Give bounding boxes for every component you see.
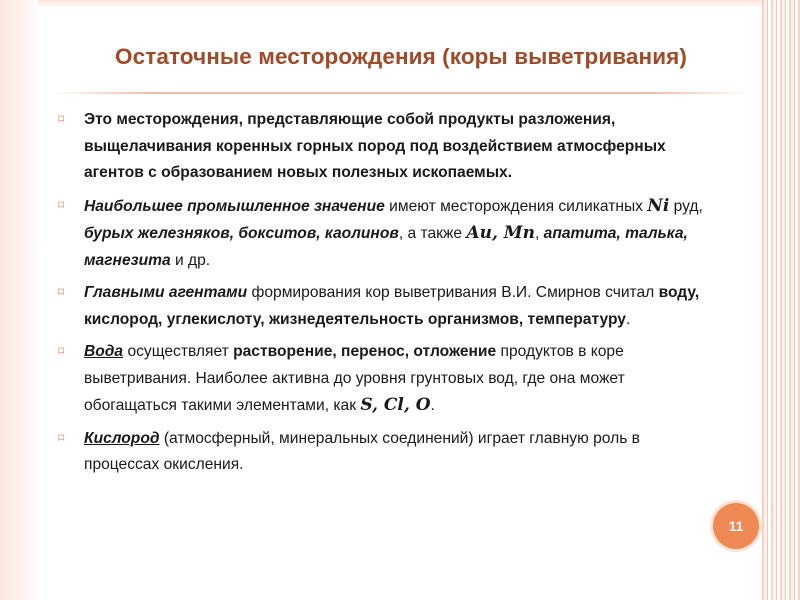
body-text: (атмосферный, минеральных соединений) играет главную роль в процессах окисления. bbox=[84, 429, 640, 473]
paragraph-oxygen bbox=[56, 426, 716, 479]
slide-title: Остаточные месторождения (коры выветривания) bbox=[115, 44, 687, 69]
bold-text: воду, кислород, углекислоту, жизнедеятельность организмов, температуру bbox=[84, 284, 700, 328]
body-text: и др. bbox=[170, 251, 211, 269]
body-text: формирования кор выветривания В.И. Смирнов считал bbox=[247, 284, 659, 301]
top-decorative-border bbox=[38, 0, 762, 8]
paragraph-main-agents bbox=[56, 280, 716, 333]
emphasis-text: бурых железняков, бокситов, каолинов bbox=[84, 225, 399, 242]
bullet-icon: ⌑ bbox=[58, 430, 65, 445]
paragraph-industrial-value bbox=[56, 193, 716, 275]
title-divider bbox=[52, 92, 752, 94]
left-decorative-border bbox=[0, 0, 38, 600]
body-text: . bbox=[430, 397, 435, 414]
element-symbol: Ni bbox=[647, 195, 670, 216]
paragraph-water bbox=[56, 339, 716, 420]
body-text: имеют месторождения силикатных bbox=[384, 197, 648, 215]
body-text: руд, bbox=[669, 197, 703, 215]
emphasis-text: Вода bbox=[84, 343, 124, 360]
body-text: , а также bbox=[398, 225, 467, 242]
body-text: продуктов в коре выветривания. Наиболее активна до уровня грунтовых вод, где она может обогащаться такими элементами, как bbox=[84, 343, 625, 414]
right-decorative-stripes bbox=[762, 0, 800, 600]
bullet-icon: ⌑ bbox=[58, 344, 65, 358]
bullet-icon: ⌑ bbox=[58, 197, 65, 212]
emphasis-text: Наибольшее промышленное значение bbox=[84, 197, 385, 215]
emphasis-text: апатита, талька, магнезита bbox=[84, 225, 688, 269]
body-text: . bbox=[625, 310, 631, 328]
page-number-badge: 11 bbox=[713, 503, 759, 549]
paragraph-definition bbox=[56, 107, 716, 187]
emphasis-text: Кислород bbox=[84, 429, 160, 447]
element-symbol: Au, Mn bbox=[466, 223, 535, 243]
bullet-icon: ⌑ bbox=[58, 112, 65, 126]
bullet-icon: ⌑ bbox=[58, 285, 65, 299]
bold-text: растворение, перенос, отложение bbox=[233, 343, 497, 360]
body-text: осуществляет bbox=[123, 343, 234, 360]
element-symbol: S, Cl, O bbox=[360, 395, 431, 415]
slide-body bbox=[56, 107, 716, 485]
definition-text: Это месторождения, представляющие собой продукты разложения, выщелачивания коренных горных пород под воздействием атмосферных агентов с образованием новых полезных ископаемых. bbox=[84, 111, 666, 181]
emphasis-text: Главными агентами bbox=[84, 284, 248, 301]
body-text: , bbox=[534, 225, 544, 242]
